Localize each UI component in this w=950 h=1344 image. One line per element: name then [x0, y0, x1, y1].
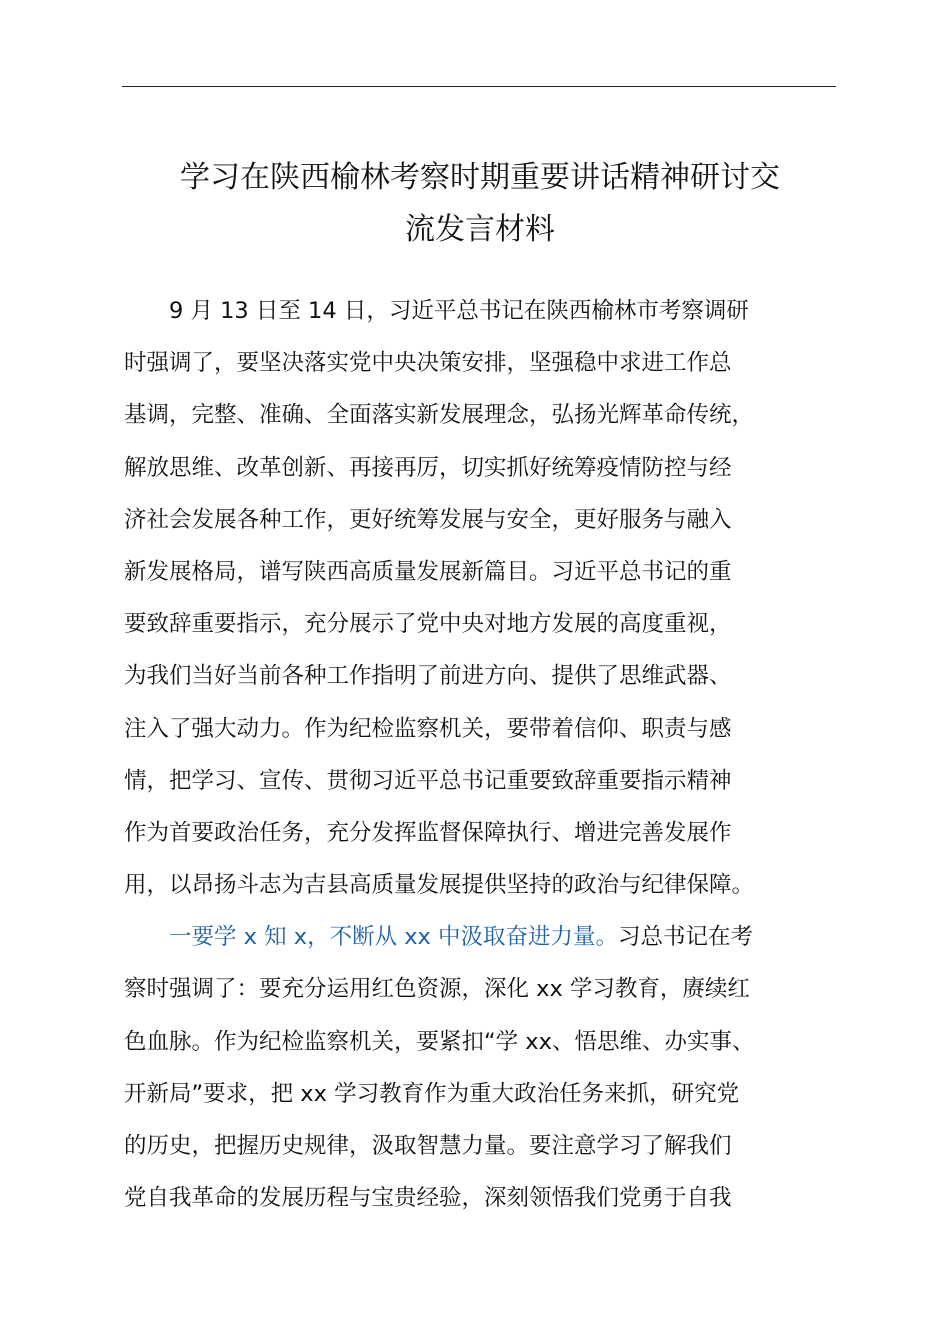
text-line: 基调，完整、准确、全面落实新发展理念，弘扬光辉革命传统，	[124, 402, 755, 429]
text-line: 党自我革命的发展历程与宝贵经验，深刻领悟我们党勇于自我	[124, 1185, 732, 1212]
text-line: 为我们当好当前各种工作指明了前进方向、提供了思维武器、	[124, 663, 732, 690]
heading-line-rest: 习总书记在考	[618, 924, 754, 951]
text-line: 新发展格局，谱写陕西高质量发展新篇目。习近平总书记的重	[124, 558, 732, 585]
text-line: 解放思维、改革创新、再接再厉，切实抓好统筹疫情防控与经	[124, 454, 732, 481]
text-line: 作为首要政治任务，充分发挥监督保障执行、增进完善发展作	[124, 819, 732, 846]
text-line: 要致辞重要指示，充分展示了党中央对地方发展的高度重视，	[124, 611, 732, 638]
title-line-1: 学习在陕西榆林考察时期重要讲话精神研讨交	[180, 160, 780, 195]
text-line: 察时强调了：要充分运用红色资源，深化 xx 学习教育，赓续红	[124, 976, 750, 1003]
text-line: 济社会发展各种工作，更好统筹发展与安全，更好服务与融入	[124, 506, 732, 533]
document-title	[110, 152, 850, 256]
text-line: 时强调了，要坚决落实党中央决策安排，坚强稳中求进工作总	[124, 350, 732, 377]
text-line: 情，把学习、宣传、贯彻习近平总书记重要致辞重要指示精神	[124, 767, 732, 794]
text-line: 9 月 13 日至 14 日，习近平总书记在陕西榆林市考察调研	[169, 298, 749, 324]
text-line	[124, 911, 844, 963]
header-rule	[122, 86, 836, 87]
text-line: 色血脉。作为纪检监察机关，要紧扣“学 xx、悟思维、办实事、	[124, 1028, 755, 1055]
section-heading: 一要学 x 知 x，不断从 xx 中汲取奋进力量。	[169, 924, 619, 951]
paragraph-1	[124, 285, 844, 911]
document-body	[124, 285, 844, 1224]
text-line: 开新局”要求，把 xx 学习教育作为重大政治任务来抓，研究党	[124, 1080, 740, 1107]
paragraph-2	[124, 911, 844, 1224]
text-line: 注入了强大动力。作为纪检监察机关，要带着信仰、职责与感	[124, 715, 732, 742]
text-line: 的历史，把握历史规律，汲取智慧力量。要注意学习了解我们	[124, 1133, 732, 1159]
text-line: 用，以昂扬斗志为吉县高质量发展提供坚持的政治与纪律保障。	[124, 872, 755, 899]
title-line-2: 流发言材料	[405, 212, 555, 247]
